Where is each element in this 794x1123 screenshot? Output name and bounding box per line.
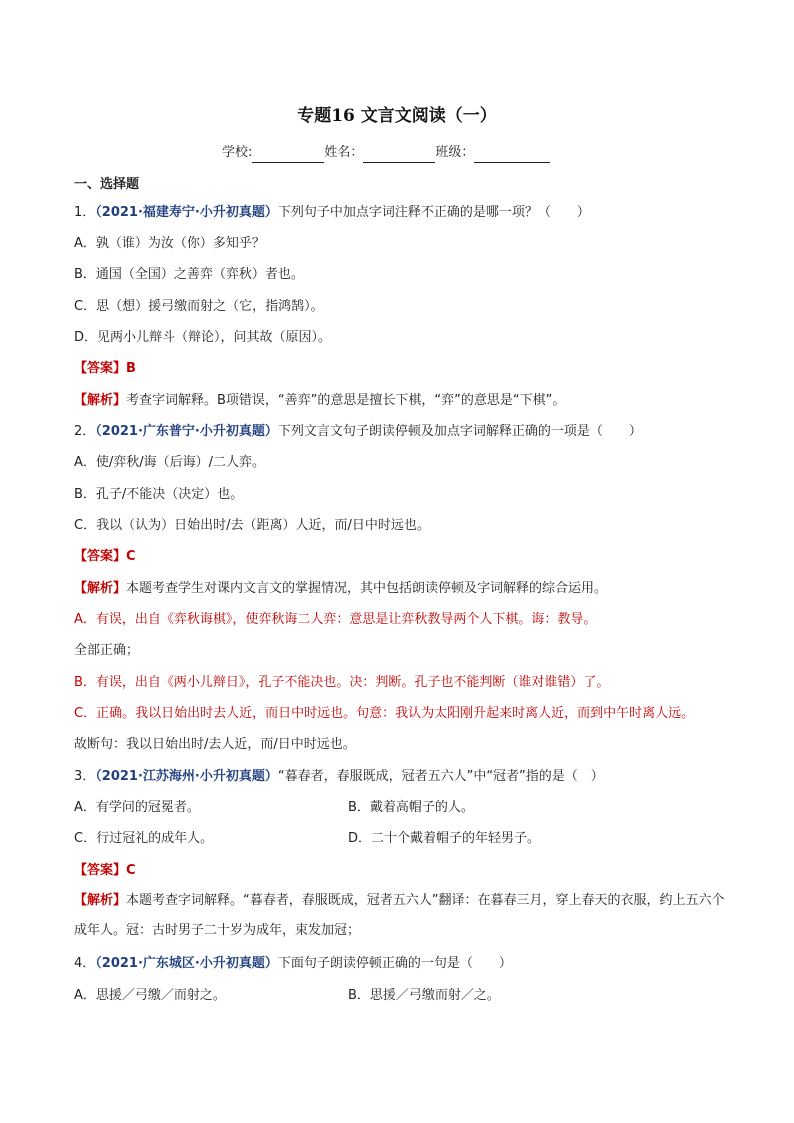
- question-text: 下面句子朗读停顿正确的一句是（ ）: [277, 956, 512, 971]
- q2-option-b: B．孔子/不能决（决定）也。: [74, 487, 244, 502]
- question-1-stem: [74, 203, 590, 223]
- question-source: （2021·广东普宁·小升初真题）: [95, 424, 278, 439]
- question-text: 下列文言文句子朗读停顿及加点字词解释正确的一项是（ ）: [277, 424, 642, 439]
- analysis-label: 【解析】: [74, 893, 127, 908]
- section-heading: 一、选择题: [74, 177, 140, 192]
- q2-detail-a2: 全部正确；: [74, 643, 140, 658]
- question-source: （2021·福建寿宁·小升初真题）: [95, 205, 278, 220]
- analysis-text: 本题考查字词解释。“暮春者，春服既成，冠者五六人”翻译：在暮春三月，穿上春天的衣服，约上五六个成年人。冠：古时男子二十岁为成年，束发加冠；: [74, 893, 725, 938]
- question-text: 下列句子中加点字词注释不正确的是哪一项？（ ）: [277, 205, 590, 220]
- answer-label: 【答案】: [74, 361, 127, 376]
- q3-options-row-1: [74, 798, 474, 818]
- q4-option-b: B．思援／弓缴而射／之。: [348, 988, 500, 1003]
- q2-option-a: A．使/弈秋/诲（后诲）/二人弈。: [74, 455, 266, 470]
- question-number: 3．: [74, 769, 96, 784]
- q4-options-row-1: [74, 986, 500, 1006]
- student-info-line: [222, 143, 550, 163]
- q2-detail-c2: 故断句：我以日始出时/去人近，而/日中时远也。: [74, 737, 356, 752]
- class-blank[interactable]: [474, 148, 550, 163]
- question-4-stem: [74, 954, 512, 974]
- q2-detail-a: A．有误，出自《弈秋诲棋》，使弈秋诲二人弈：意思是让弈秋教导两个人下棋。诲：教导。: [74, 612, 597, 627]
- q1-option-a: A．孰（谁）为汝（你）多知乎？: [74, 236, 265, 251]
- q2-option-c: C．我以（认为）日始出时/去（距离）人近，而/日中时远也。: [74, 518, 430, 533]
- answer-value: C: [126, 863, 136, 878]
- analysis-label: 【解析】: [74, 393, 127, 408]
- name-blank[interactable]: [363, 148, 435, 163]
- answer-label: 【答案】: [74, 863, 127, 878]
- q3-option-b: B．戴着高帽子的人。: [348, 800, 474, 815]
- answer-value: C: [126, 549, 136, 564]
- q2-analysis: [74, 579, 607, 599]
- school-label: 学校:: [222, 145, 253, 160]
- analysis-text: 本题考查学生对课内文言文的掌握情况，其中包括朗读停顿及字词解释的综合运用。: [126, 581, 608, 596]
- analysis-label: 【解析】: [74, 581, 127, 596]
- question-number: 2．: [74, 424, 96, 439]
- q3-answer: [74, 861, 136, 881]
- q1-option-b: B．通国（全国）之善弈（弈秋）者也。: [74, 267, 304, 282]
- answer-label: 【答案】: [74, 549, 127, 564]
- q1-answer: [74, 359, 136, 379]
- q3-option-a: A．有学问的冠冕者。: [74, 800, 200, 815]
- q1-analysis: [74, 391, 565, 411]
- question-source: （2021·广东城区·小升初真题）: [95, 956, 278, 971]
- q3-analysis: [74, 886, 726, 946]
- school-blank[interactable]: [252, 148, 324, 163]
- analysis-text: 考查字词解释。B项错误，“善弈”的意思是擅长下棋，“弈”的意思是“下棋”。: [126, 393, 566, 408]
- answer-value: B: [126, 361, 136, 376]
- q3-options-row-2: [74, 829, 541, 849]
- q1-option-d: D．见两小儿辩斗（辩论），问其故（原因）。: [74, 330, 332, 345]
- class-label: 班级：: [435, 145, 475, 160]
- question-source: （2021·江苏海州·小升初真题）: [95, 769, 278, 784]
- q2-detail-c: C．正确。我以日始出时去人近，而日中时远也。句意：我认为太阳刚升起来时离人近，而到中午时离人远。: [74, 706, 695, 721]
- name-label: 姓名：: [324, 145, 364, 160]
- question-number: 4．: [74, 956, 96, 971]
- page-title: 专题16 文言文阅读（一）: [297, 106, 497, 126]
- q3-option-d: D．二十个戴着帽子的年轻男子。: [348, 831, 541, 846]
- question-2-stem: [74, 422, 642, 442]
- question-number: 1．: [74, 205, 96, 220]
- q3-option-c: C．行过冠礼的成年人。: [74, 831, 214, 846]
- q4-option-a: A．思援／弓缴／而射之。: [74, 988, 226, 1003]
- q1-option-c: C．思（想）援弓缴而射之（它，指鸿鹄）。: [74, 299, 324, 314]
- question-3-stem: [74, 767, 604, 787]
- q2-detail-b: B．有误，出自《两小儿辩日》，孔子不能决也。决：判断。孔子也不能判断（谁对谁错）了。: [74, 675, 610, 690]
- q2-answer: [74, 547, 136, 567]
- question-text: “暮春者，春服既成，冠者五六人”中“冠者”指的是（ ）: [277, 769, 604, 784]
